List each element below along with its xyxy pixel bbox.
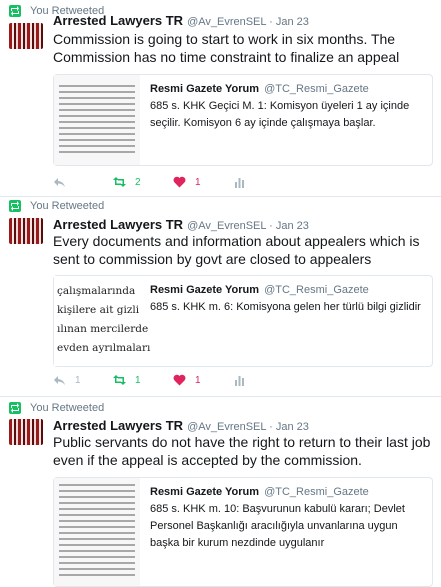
tweet-text: Public servants do not have the right to return to their last job even if the appeal is accepted by the commission. xyxy=(53,434,431,468)
retweet-icon xyxy=(9,5,21,17)
reply-button[interactable] xyxy=(53,373,113,387)
author-name[interactable]: Arrested Lawyers TR xyxy=(53,418,184,433)
retweet-count: 2 xyxy=(135,176,141,188)
retweet-label: You Retweeted xyxy=(30,200,105,212)
tweet-text: Commission is going to start to work in six months. The Commission has no time constraint to finalize an appeal xyxy=(53,31,400,65)
analytics-button[interactable] xyxy=(233,373,293,387)
retweet-label: You Retweeted xyxy=(30,402,105,414)
heart-icon xyxy=(173,374,186,386)
thumbnail-line: çalışmalarında xyxy=(57,285,136,297)
author-name[interactable]: Arrested Lawyers TR xyxy=(53,13,184,28)
author-handle[interactable]: @Av_EvrenSEL · Jan 23 xyxy=(187,220,309,232)
tweet[interactable] xyxy=(0,0,441,197)
quote-body xyxy=(150,83,426,132)
author-handle[interactable]: @Av_EvrenSEL · Jan 23 xyxy=(187,16,309,28)
thumbnail-line: kişilere ait gizli xyxy=(57,304,140,316)
quote-author-handle: @TC_Resmi_Gazete xyxy=(264,284,369,296)
reply-icon xyxy=(53,176,66,188)
tweet[interactable] xyxy=(0,197,441,397)
retweet-icon xyxy=(9,402,21,414)
quote-text: 685 s. KHK m. 10: Başvurunun kabulü kararı; Devlet Personel Başkanlığı aracılığıyla unvanlarına uygun başka bir kurum nezdinde uygulanır xyxy=(150,503,405,549)
quote-body xyxy=(150,486,426,552)
quote-thumbnail xyxy=(54,75,140,165)
heart-icon xyxy=(173,176,186,188)
analytics-icon xyxy=(233,374,246,386)
retweet-count: 1 xyxy=(135,374,141,386)
author-handle[interactable]: @Av_EvrenSEL · Jan 23 xyxy=(187,421,309,433)
quote-author-name: Resmi Gazete Yorum xyxy=(150,83,260,95)
retweet-label: You Retweeted xyxy=(30,5,105,17)
like-button[interactable] xyxy=(173,373,233,387)
retweet-icon xyxy=(113,176,126,188)
quoted-tweet[interactable] xyxy=(53,74,433,166)
quote-author-handle: @TC_Resmi_Gazete xyxy=(264,83,369,95)
tweet[interactable] xyxy=(0,397,441,573)
retweet-button[interactable] xyxy=(113,373,173,387)
tweet-header xyxy=(53,217,309,232)
reply-button[interactable] xyxy=(53,175,113,189)
tweet-actions xyxy=(53,175,293,189)
analytics-button[interactable] xyxy=(233,175,293,189)
quote-author-handle: @TC_Resmi_Gazete xyxy=(264,486,369,498)
retweet-icon xyxy=(113,374,126,386)
author-name[interactable]: Arrested Lawyers TR xyxy=(53,217,184,232)
analytics-icon xyxy=(233,176,246,188)
quote-text: 685 s. KHK Geçici M. 1: Komisyon üyeleri 1 ay içinde seçilir. Komisyon 6 ay içinde çalışmaya başlar. xyxy=(150,100,410,129)
tweet-actions xyxy=(53,373,293,387)
quote-body xyxy=(150,284,426,316)
like-count: 1 xyxy=(195,374,201,386)
avatar[interactable] xyxy=(9,419,43,445)
tweet-header xyxy=(53,418,309,433)
quote-text: 685 s. KHK m. 6: Komisyona gelen her türlü bilgi gizlidir xyxy=(150,301,421,313)
like-count: 1 xyxy=(195,176,201,188)
retweet-button[interactable] xyxy=(113,175,173,189)
reply-count: 1 xyxy=(75,374,81,386)
reply-icon xyxy=(53,374,66,386)
quoted-tweet[interactable] xyxy=(53,477,433,587)
avatar[interactable] xyxy=(9,218,43,244)
retweet-indicator xyxy=(9,199,104,213)
like-button[interactable] xyxy=(173,175,233,189)
tweet-text: Every documents and information about appealers which is sent to commission by govt are closed to appealers xyxy=(53,233,420,267)
tweet-header xyxy=(53,13,309,28)
retweet-icon xyxy=(9,200,21,212)
quote-thumbnail xyxy=(54,478,140,586)
quote-author-name: Resmi Gazete Yorum xyxy=(150,284,260,296)
thumbnail-line: ılınan mercilerde xyxy=(57,323,149,335)
retweet-indicator xyxy=(9,401,104,415)
quote-thumbnail xyxy=(54,276,151,366)
quoted-tweet[interactable] xyxy=(53,275,433,367)
thumbnail-line: evden ayrılmaları xyxy=(57,342,151,354)
quote-author-name: Resmi Gazete Yorum xyxy=(150,486,260,498)
avatar[interactable] xyxy=(9,23,43,49)
